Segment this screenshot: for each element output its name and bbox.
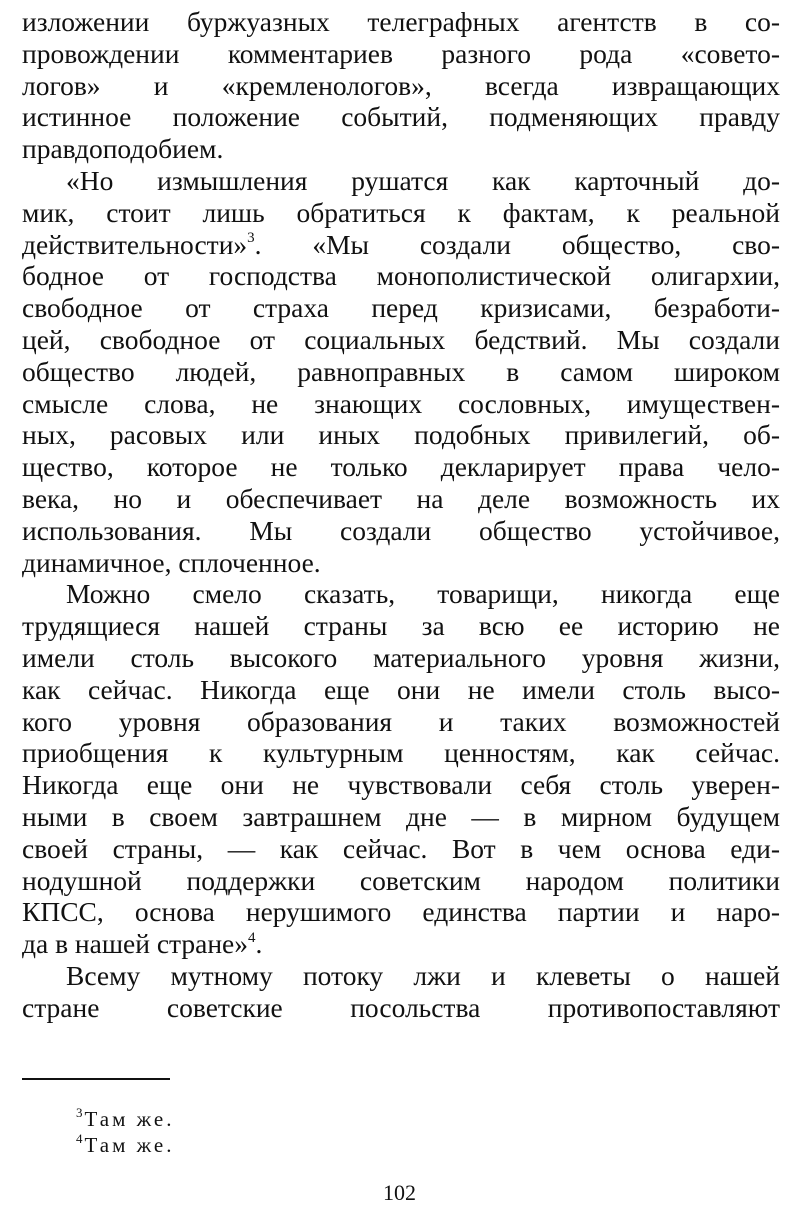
text-line-content: щество, которое не только декларирует права чело- (22, 451, 780, 483)
text-line-content: общество людей, равноправных в самом широком (22, 355, 780, 387)
text-line-content: имели столь высокого материального уровня жизни, (22, 641, 780, 673)
text-line-content: Всему мутному потоку лжи и клеветы о нашей (66, 959, 780, 991)
text-line (22, 515, 780, 547)
footnote-3 (22, 1106, 174, 1132)
text-line (22, 992, 780, 1024)
text-line (22, 833, 780, 865)
footnote-4 (22, 1132, 174, 1158)
text-line-content: приобщения к культурным ценностям, как сейчас. (22, 737, 780, 769)
text-line-content: цей, свободное от социальных бедствий. Мы создали (22, 323, 780, 355)
text-line-content: свободное от страха перед кризисами, безработи- (22, 292, 780, 324)
page-number: 102 (383, 1180, 416, 1205)
text-line (22, 197, 780, 229)
footnote-3-text: Там же. (84, 1107, 175, 1131)
text-line (22, 6, 780, 38)
body-text (22, 6, 780, 1024)
text-line-content: провождении комментариев разного рода «совето- (22, 37, 780, 69)
footnote-divider (22, 1078, 170, 1080)
text-line (22, 801, 780, 833)
text-line (22, 547, 780, 579)
text-line-continuation: . «Мы создали общество, сво- (254, 228, 780, 260)
text-line (22, 769, 780, 801)
text-line (22, 706, 780, 738)
text-line-content: смысле слова, не знающих сословных, имуществен- (22, 387, 780, 419)
text-line (22, 578, 780, 610)
text-line-content: логов» и «кремленологов», всегда извращающих (22, 69, 780, 101)
footnote-reference: 3 (247, 230, 255, 247)
text-line-content: Никогда еще они не чувствовали себя столь уверен- (22, 769, 780, 801)
text-line (22, 133, 780, 165)
text-line-content: «Но измышления рушатся как карточный до- (66, 164, 780, 196)
footnote-reference: 4 (248, 929, 256, 946)
text-line-content: истинное положение событий, подменяющих правду (22, 101, 780, 133)
text-line-content: изложении буржуазных телеграфных агентств в со- (22, 6, 780, 37)
text-line-content: трудящиеся нашей страны за всю ее историю не (22, 610, 780, 642)
text-line (22, 896, 780, 928)
text-line-continuation: . (255, 928, 263, 960)
text-line (22, 70, 780, 102)
text-line (22, 928, 780, 960)
text-line (22, 260, 780, 292)
footnote-3-mark: 3 (76, 1105, 83, 1120)
text-line (22, 356, 780, 388)
text-line-content: ными в своем завтрашнем дне — в мирном будущем (22, 800, 780, 832)
footnote-4-text: Там же. (84, 1133, 175, 1157)
text-line (22, 388, 780, 420)
text-line (22, 642, 780, 674)
text-line-content: использования. Мы создали общество устойчивое, (22, 514, 780, 546)
text-line-content: мик, стоит лишь обратиться к фактам, к реальной (22, 196, 780, 228)
text-line-content: да в нашей стране» (22, 928, 249, 960)
text-line-content: своей страны, — как сейчас. Вот в чем основа еди- (22, 832, 780, 864)
text-line-content: стране советские посольства противопоставляют (22, 991, 780, 1023)
text-line (22, 865, 780, 897)
text-line (22, 737, 780, 769)
text-line (22, 165, 780, 197)
text-line-content: бодное от господства монополистической олигархии, (22, 260, 780, 292)
text-line (22, 451, 780, 483)
footnote-4-mark: 4 (76, 1131, 83, 1146)
text-line-content: правдоподобием. (22, 133, 224, 165)
text-line (22, 674, 780, 706)
text-line (22, 38, 780, 70)
text-line (22, 229, 780, 261)
text-line (22, 419, 780, 451)
text-line-content: кого уровня образования и таких возможностей (22, 705, 780, 737)
text-line (22, 483, 780, 515)
text-line (22, 610, 780, 642)
text-line (22, 292, 780, 324)
text-line-content: века, но и обеспечивает на деле возможность их (22, 482, 780, 514)
text-line (22, 324, 780, 356)
text-line-content: нодушной поддержки советским народом политики (22, 864, 780, 896)
footnotes (22, 1106, 174, 1158)
text-line-content: динамичное, сплоченное. (22, 546, 321, 578)
text-line (22, 101, 780, 133)
text-line-content: действительности» (22, 228, 248, 260)
text-line-content: КПСС, основа нерушимого единства партии и наро- (22, 896, 780, 928)
text-line-content: как сейчас. Никогда еще они не имели столь высо- (22, 673, 780, 705)
text-line-content: Можно смело сказать, товарищи, никогда еще (66, 578, 780, 610)
text-line-content: ных, расовых или иных подобных привилегий, об- (22, 419, 780, 451)
text-line (22, 960, 780, 992)
